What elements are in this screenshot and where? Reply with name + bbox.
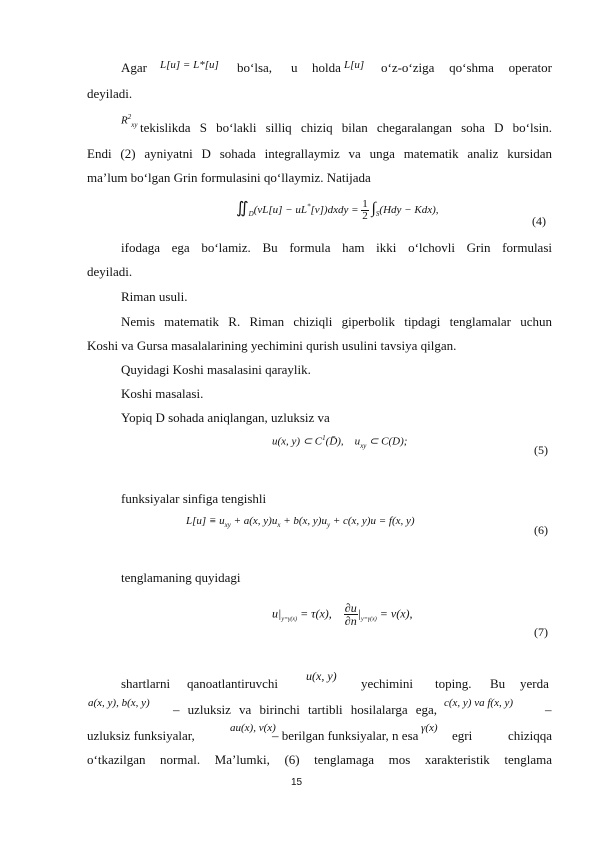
equation-4-number: (4) xyxy=(532,214,546,228)
word-shartlarni: shartlarni xyxy=(121,676,171,691)
equation-6: $L[u] \equiv u_{xy} + a(x$, $y)u_x + b(x$, $y)u_y + c(x$, y)u = f(x, y) xyxy=(186,515,415,530)
para5: Quyidagi Koshi masalasini qaraylik. xyxy=(121,362,311,377)
para8: tenglamaning quyidagi xyxy=(121,570,241,585)
para4-line1: Nemis matematik R. Riman chiziqli giperbolik tipdagi tenglamalar uchun xyxy=(121,314,552,329)
word-qanoatlantiruvchi: qanoatlantiruvchi xyxy=(187,676,278,691)
page-number: 15 xyxy=(291,777,303,788)
dash: – xyxy=(545,702,552,717)
word-agar: Agar xyxy=(121,60,147,75)
para3-line2: deyiladi. xyxy=(87,264,133,279)
word-toping: toping. xyxy=(435,676,472,691)
para7: funksiyalar sinfiga tengishli xyxy=(121,491,267,506)
equation-7-number: (7) xyxy=(534,625,548,639)
formula-a-b: a(x, y), b(x, y) xyxy=(88,697,150,709)
para9-line4: o‘tkazilgan normal. Ma’lumki, (6) tenglamaga mos xarakteristik tenglama xyxy=(87,752,552,767)
formula-c-f: c(x, y) va f(x, y) xyxy=(444,697,514,709)
para6: Yopiq D sohada aniqlangan, uzluksiz va xyxy=(121,410,330,425)
para9-line2-text: – uzluksiz va birinchi tartibli hosilalarga ega, xyxy=(173,702,437,717)
word-yerda: yerda xyxy=(520,676,549,691)
formula-l-equals-l-star: L[u] = L*[u] xyxy=(160,59,219,71)
para1-line1-tail: o‘z-o‘ziga qo‘shma operator xyxy=(381,60,552,75)
formula-u-xy: u(x, y) xyxy=(306,669,337,683)
formula-gamma: γ(x) xyxy=(421,722,438,734)
para4-line2: Koshi va Gursa masalalarining yechimini qurish usulini tavsiya qilgan. xyxy=(87,338,457,353)
para2-line3: ma’lum bo‘lgan Grin formulasini qo‘llaymiz. Natijada xyxy=(87,170,371,185)
word-yechimini: yechimini xyxy=(361,676,413,691)
equation-6-number: (6) xyxy=(534,523,548,537)
para1-line2: deyiladi. xyxy=(87,86,133,101)
para2-line2: Endi (2) ayniyatni D sohada integrallaymiz va unga matematik analiz kursidan xyxy=(87,146,552,161)
word-u: u xyxy=(291,60,298,75)
formula-lu: L[u] xyxy=(344,59,365,71)
equation-5: u(x, y) ⊂ $C^1(D̄)$, $u_{xy}$ ⊂ C(D); xyxy=(272,434,408,450)
word-bu: Bu xyxy=(490,676,506,691)
equation-7: $u|_{y=\gamma(x)} = \tau(x)$, ∂u $\partial n|_{y=\gamma(x)} = \nu(x)$, xyxy=(272,601,413,628)
formula-tau-nu: au(x), v(x) xyxy=(230,722,276,734)
heading-koshi-masalasi: Koshi masalasi. xyxy=(121,386,204,401)
para9-line3-c: egri chiziqqa xyxy=(452,728,552,743)
para9-line3-b: – berilgan funksiyalar, n esa xyxy=(272,728,419,743)
equation-4: $∬_D(vL[u]$ − uL*[v])dxdy = 1 2 $\int_S(Hdy - Kdx)$, xyxy=(236,197,439,222)
para3-line1: ifodaga ega bo‘lamiz. Bu formula ham ikki o‘lchovli Grin formulasi xyxy=(121,240,552,255)
word-bolsa: bo‘lsa, xyxy=(237,60,273,75)
heading-riman-usuli: Riman usuli. xyxy=(121,289,188,304)
para9-line3-a: uzluksiz funksiyalar, xyxy=(87,728,195,743)
equation-5-number: (5) xyxy=(534,443,548,457)
para2-line1: tekislikda S bo‘lakli silliq chiziq bilan chegaralangan soha D bo‘lsin. xyxy=(140,120,552,135)
word-holda: holda xyxy=(312,60,341,75)
formula-r2: $R^2_{xy}$ xyxy=(121,113,138,129)
